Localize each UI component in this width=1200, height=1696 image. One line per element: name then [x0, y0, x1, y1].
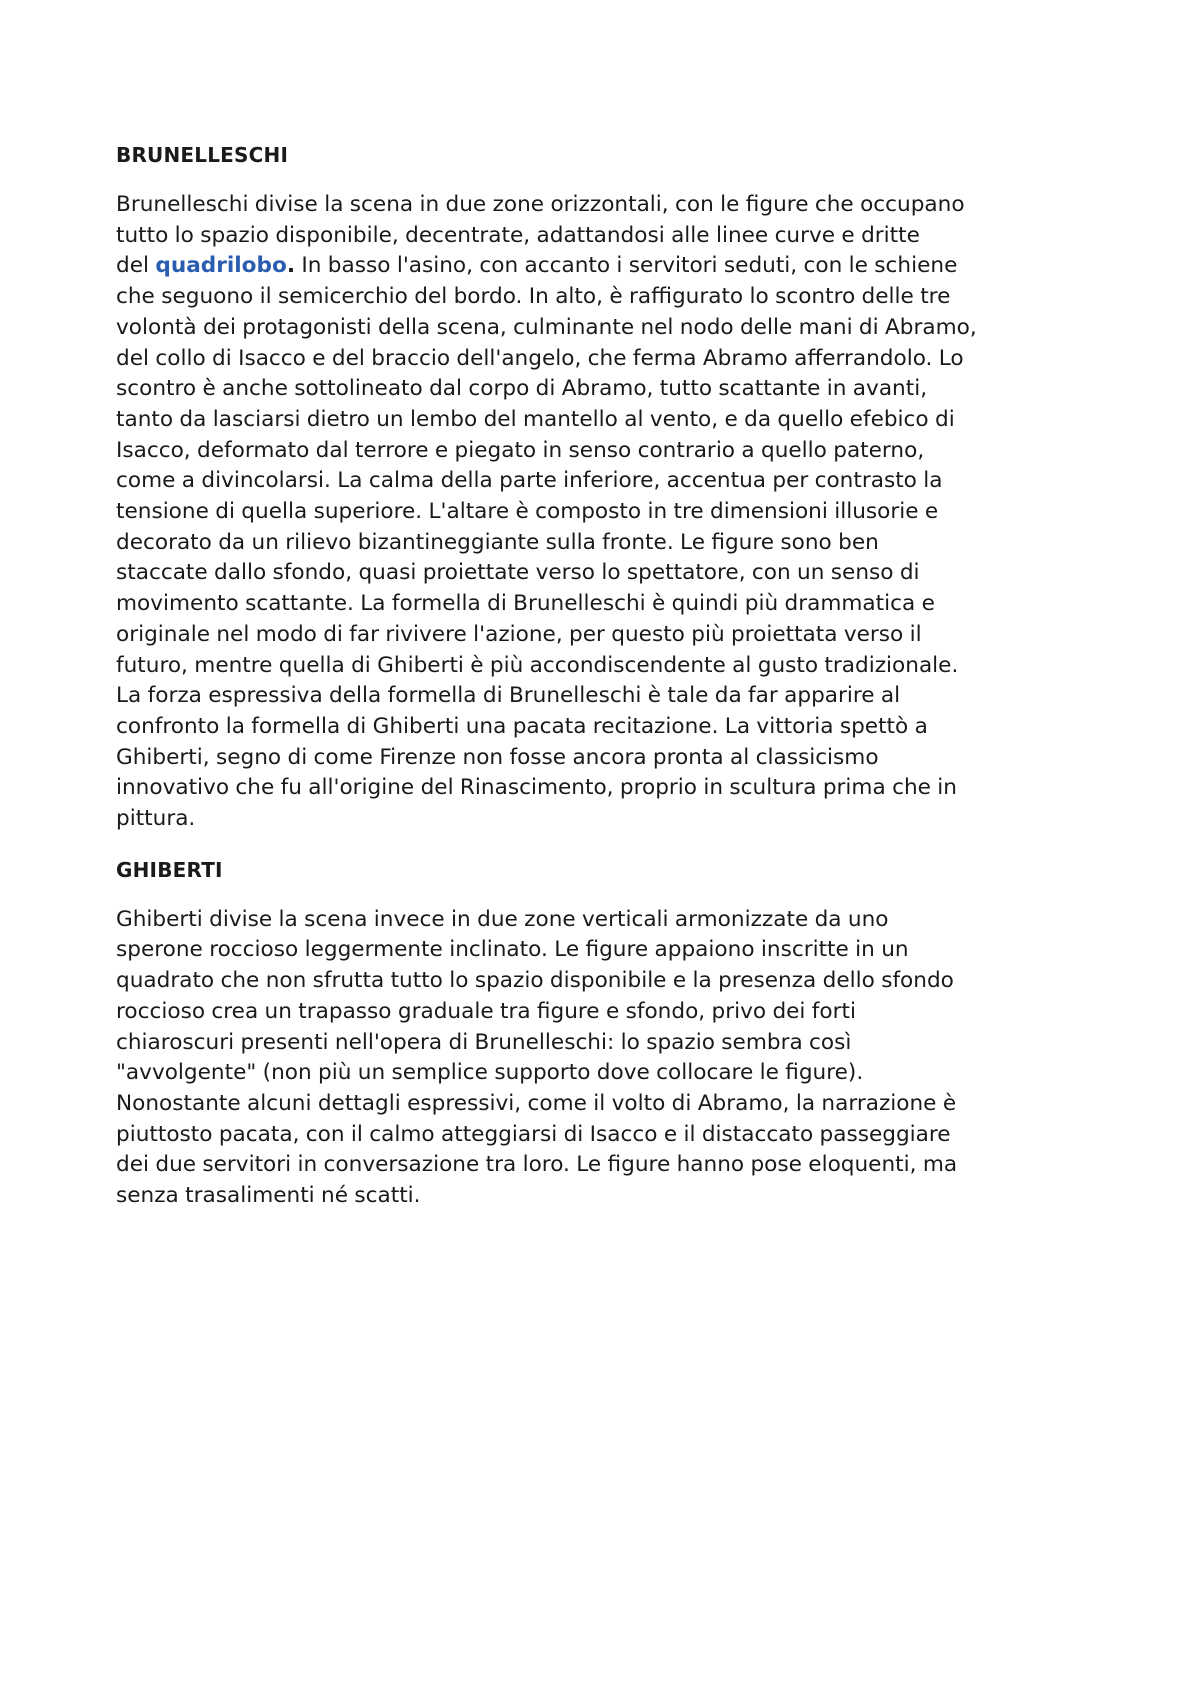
paragraph-brunelleschi-text-2: In basso l'asino, con accanto i servitori seduti, con le schiene che seguono il semicerchio del bordo. In alto, è raffigurato lo scontro delle tre volontà dei protagonisti della scena, culminante nel nodo delle mani di Abramo, del collo di Isacco e del braccio dell'angelo, che ferma Abramo afferrandolo. Lo scontro è anche sottolineato dal corpo di Abramo, tutto scattante in avanti, tanto da lasciarsi dietro un lembo del mantello al vento, e da quello efebico di Isacco, deformato dal terrore e piegato in senso contrario a quello paterno, come a divincolarsi. La calma della parte inferiore, accentua per contrasto la tensione di quella superiore. L'altare è composto in tre dimensioni illusorie e decorato da un rilievo bizantineggiante sulla fronte. Le figure sono ben staccate dallo sfondo, quasi proiettate verso lo spettatore, con un senso di movimento scattante. La formella di Brunelleschi è quindi più drammatica e originale nel modo di far rivivere l'azione, per questo più proiettata verso il futuro, mentre quella di Ghiberti è più accondiscendente al gusto tradizionale. La forza espressiva della formella di Brunelleschi è tale da far apparire al confronto la formella di Ghiberti una pacata recitazione. La vittoria spettò a Ghiberti, segno di come Firenze non fosse ancora pronta al classicismo innovativo che fu all'origine del Rinascimento, proprio in scultura prima che in pittura.	[116, 253, 977, 832]
heading-ghiberti: GHIBERTI	[116, 857, 223, 882]
document-page	[116, 140, 1096, 1212]
paragraph-ghiberti: Ghiberti divise la scena invece in due zone verticali armonizzate da uno sperone roccioso leggermente inclinato. Le figure appaiono inscritte in un quadrato che non sfrutta tutto lo spazio disponibile e la presenza dello sfondo roccioso crea un trapasso graduale tra figure e sfondo, privo dei forti chiaroscuri presenti nell'opera di Brunelleschi: lo spazio sembra così "avvolgente" (non più un semplice supporto dove collocare le figure). Nonostante alcuni dettagli espressivi, come il volto di Abramo, la narrazione è piuttosto pacata, con il calmo atteggiarsi di Isacco e il distaccato passeggiare dei due servitori in conversazione tra loro. Le figure hanno pose eloquenti, ma senza trasalimenti né scatti.	[116, 906, 958, 1209]
paragraph-brunelleschi-text-1: Brunelleschi divise la scena in due zone orizzontali, con le figure che occupano tutto lo spazio disponibile, decentrate, adattandosi alle linee curve e dritte del	[116, 192, 965, 279]
quadrilobo-link[interactable]: quadrilobo	[155, 253, 287, 279]
paragraph-brunelleschi	[116, 190, 1096, 835]
heading-brunelleschi: BRUNELLESCHI	[116, 143, 289, 167]
link-punctuation: .	[286, 253, 296, 279]
